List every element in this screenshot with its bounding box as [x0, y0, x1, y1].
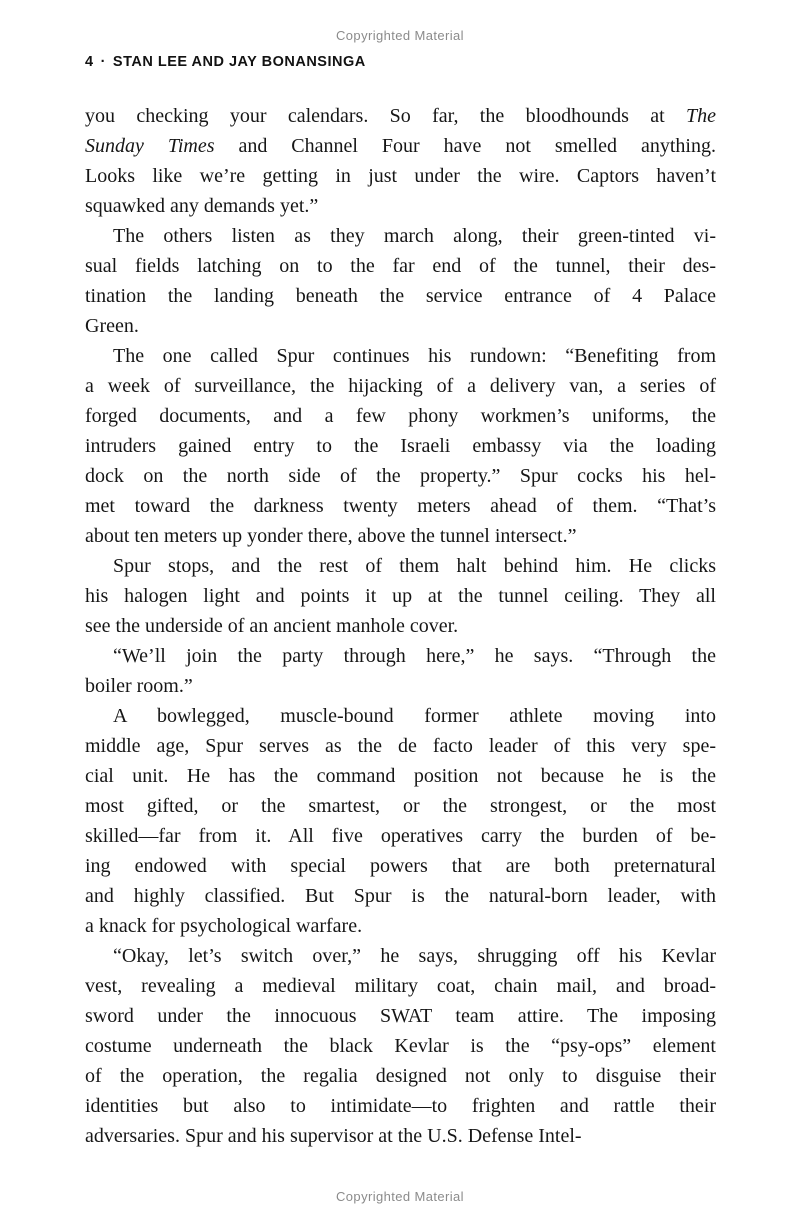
text-line: vest, revealing a medieval military coat, chain mail, and broad-: [85, 975, 716, 997]
text-line: intruders gained entry to the Israeli embassy via the loading: [85, 435, 716, 457]
text-line: costume underneath the black Kevlar is the “psy-ops” element: [85, 1035, 716, 1057]
paragraph: [85, 221, 716, 341]
text-line: a week of surveillance, the hijacking of a delivery van, a series of: [85, 375, 716, 397]
text-line: see the underside of an ancient manhole cover.: [85, 615, 459, 637]
text-line: boiler room.”: [85, 675, 193, 697]
text-line: Spur stops, and the rest of them halt behind him. He clicks: [113, 555, 716, 577]
text-line: middle age, Spur serves as the de facto leader of this very spe-: [85, 735, 716, 757]
text-line: A bowlegged, muscle-bound former athlete moving into: [113, 705, 716, 727]
text-line: ing endowed with special powers that are both preternatural: [85, 855, 716, 877]
text-line: about ten meters up yonder there, above the tunnel intersect.”: [85, 525, 577, 547]
text-line: cial unit. He has the command position not because he is the: [85, 765, 716, 787]
text-line: The others listen as they march along, their green-tinted vi-: [113, 225, 716, 247]
text-line: of the operation, the regalia designed not only to disguise their: [85, 1065, 716, 1087]
paragraph: [85, 341, 716, 551]
paragraph: [85, 101, 716, 221]
text-line: forged documents, and a few phony workmen’s uniforms, the: [85, 405, 716, 427]
text-line: a knack for psychological warfare.: [85, 915, 363, 937]
body-text: [85, 101, 716, 1151]
text-line: sual fields latching on to the far end of the tunnel, their des-: [85, 255, 716, 277]
text-line: Sunday Times and Channel Four have not smelled anything.: [85, 135, 716, 157]
paragraph: [85, 641, 716, 701]
copyright-notice-top: Copyrighted Material: [336, 28, 464, 43]
text-line: Looks like we’re getting in just under the wire. Captors haven’t: [85, 165, 716, 187]
text-line: and highly classified. But Spur is the natural-born leader, with: [85, 885, 716, 907]
text-line: The one called Spur continues his rundown: “Benefiting from: [113, 345, 716, 367]
text-line: Green.: [85, 315, 139, 337]
text-line: “Okay, let’s switch over,” he says, shrugging off his Kevlar: [113, 945, 716, 967]
text-line: his halogen light and points it up at the tunnel ceiling. They all: [85, 585, 716, 607]
copyright-notice-bottom: Copyrighted Material: [336, 1189, 464, 1204]
text-line: sword under the innocuous SWAT team attire. The imposing: [85, 1005, 716, 1027]
text-line: adversaries. Spur and his supervisor at the U.S. Defense Intel-: [85, 1125, 582, 1147]
running-header: [85, 54, 366, 70]
text-line: dock on the north side of the property.” Spur cocks his hel-: [85, 465, 716, 487]
paragraph: [85, 941, 716, 1151]
header-separator: ·: [100, 54, 106, 70]
text-line: most gifted, or the smartest, or the strongest, or the most: [85, 795, 716, 817]
text-line: identities but also to intimidate—to frighten and rattle their: [85, 1095, 716, 1117]
paragraph: [85, 551, 716, 641]
page-number: 4: [85, 54, 94, 70]
text-line: met toward the darkness twenty meters ahead of them. “That’s: [85, 495, 716, 517]
text-line: “We’ll join the party through here,” he says. “Through the: [113, 645, 716, 667]
text-line: you checking your calendars. So far, the bloodhounds at The: [85, 105, 716, 127]
text-line: squawked any demands yet.”: [85, 195, 319, 217]
text-line: skilled—far from it. All five operatives carry the burden of be-: [85, 825, 716, 847]
text-line: tination the landing beneath the service entrance of 4 Palace: [85, 285, 716, 307]
paragraph: [85, 701, 716, 941]
header-authors: STAN LEE AND JAY BONANSINGA: [112, 54, 366, 70]
